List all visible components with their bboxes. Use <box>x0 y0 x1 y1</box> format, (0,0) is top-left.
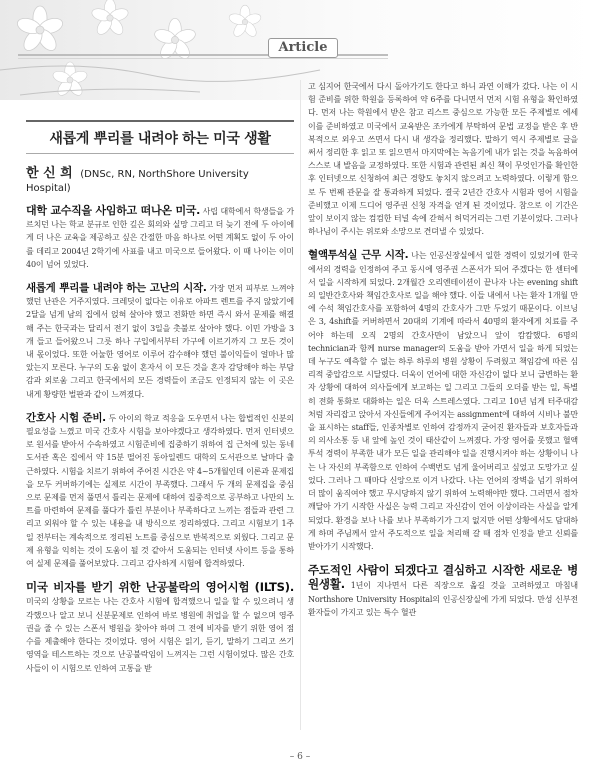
paragraph-lead: 간호사 시험 준비. <box>26 411 106 424</box>
paragraph <box>308 80 578 238</box>
paragraph-body: 사립 대학에서 학생들을 가르치던 나는 학교 분규로 인한 깊은 회의와 실망 그리고 더 늦기 전에 두 아이에게 더 나은 교육을 제공하고 싶은 간절한 마음 하나로 어떤 계획도 없이 두 아이를 데리고 2004년 2학기에 사표를 내고 미국으로 들어왔다. 이 때 나이는 이미 40이 넘어 있었다. <box>26 207 294 269</box>
header-rule-thin <box>18 58 388 59</box>
paragraph-body: 나는 인공신장실에서 일한 경력이 있었기에 한국에서의 경력을 인정하여 주고 동시에 영주권 스폰서가 되어 주겠다는 한 센터에서 일을 시작하게 되었다. 2개월간 오리엔테이션이 끝나자 나는 evening shift의 일반간호사와 책임간호사로 일을 해야 했다. 이들 내에서 나는 환자 1개월 만에 수석 책임간호사를 포함하여 4명의 간호사가 그만 두었기 때문이다. 이브닝은 3, 4shift를 커버하면서 20대의 기계에 따라서 40명의 환자에게 치료를 주어야 하는데 오직 2명의 간호사만이 남았으니 앞이 캄캄했다. 6명의 technician과 함께 nurse manager의 도움을 받아 가면서 일을 하게 되었는데 누구도 예측할 수 없는 하루 하루의 병원 상황이 두려웠고 책임감에 따른 심리적 중압감으로 시달렸다. 더욱이 언어에 대한 자신감이 없다 보니 급변하는 환자 상황에 대하여 의사들에게 보고하는 일 그리고 그들의 오더를 받는 일, 특별히 전화 통화로 대화하는 일은 더욱 스트레스였다. 그리고 10년 넘게 터주대감처럼 자리잡고 앉아서 자신들에게 주어지는 assignment에 대하여 시비나 불만을 표시하는 staff들, 인종차별로 인하여 감정까지 굳어진 환자들과 보호자들과의 의사소통 등 내 앞에 높인 것이 태산같이 느껴졌다. 가장 영어를 못했고 혈액투석 경력이 부족한 내가 모든 일을 관리해야 일을 진행시켜야 하는 상황이니 나는 나 자신의 부족함으로 인하여 수백번도 넘게 울어버리고 싶었고 도망가고 싶었다. 그러나 그 때마다 신앙으로 이겨 나갔다. 나는 언어의 장벽을 넘기 위하여 더 많이 움직여야 했고 무시당하지 않기 위하여 노력해야만 했다. 그러면서 점차 깨달아 가기 시작한 사실은 능력 그리고 자신감이 언어 이상이라는 사실을 알게 되었다. 환경을 보나 나를 보나 부족하기가 그지 없지만 어떤 상황에서도 담대하게 하며 주님께서 앞서 주도적으로 일을 처리해 갈 때 점차 인정을 받고 신뢰를 받아가기 시작했다. <box>308 251 578 551</box>
paragraph-body: 고 심지어 한국에서 다시 돌아가기도 한다고 하니 과연 이해가 갔다. 나는 이 시험 준비를 위한 학원을 등록하여 약 6주를 다니면서 먼저 시험 유형을 확인하였다. 먼저 나는 학원에서 받은 참고 리스트 중심으로 가능한 모든 주제별로 에세이를 준비하였고 미국에서 교육받은 조카에게 부탁하여 문법 교정을 받은 후 반복적으로 외우고 쓰면서 다시 내 생각을 정리했다. 말하기 역시 주제별로 글을 써서 정리한 후 읽고 또 읽으면서 마지막에는 녹음기에 내가 읽는 것을 녹음하여 스스로 내 발음을 교정하였다. 또한 시험과 관련된 최신 책이 무엇인가를 확인한 후 인터넷으로 신청하여 최근 경향도 놓치지 않으려고 노력하였다. 이렇게 함으로 두 번째 관문을 잘 통과하게 되었다. 결국 2년간 간호사 시험과 영어 시험을 준비했고 이제 드디어 영주권 신청 자격을 얻게 된 것이었다. 참으로 이 기간은 앞이 보이지 않는 컴컴한 터널 속에 갇혀서 허덕거리는 그런 기분이었다. 그러나 하나님이 주시는 위로와 소망으로 견뎌낼 수 있었다. <box>308 82 578 237</box>
paragraph <box>308 564 578 619</box>
paragraph <box>26 581 294 674</box>
paragraph-lead: 대학 교수직을 사임하고 떠나온 미국. <box>26 204 200 217</box>
author-name: 한 신 희 <box>26 166 73 181</box>
left-column <box>26 118 294 686</box>
paragraph-body: 가장 먼저 피부로 느껴야 했던 난관은 거주지였다. 크레딧이 없다는 이유로 아파트 렌트를 주지 않았기에 2달을 넘게 남의 집에서 얹혀 살아야 했고 전화만 하면 즉시 와서 문제를 해결해 주는 한국과는 달리서 전기 없이 3일을 촛불로 살아야 했다. 이민 가방을 3개 들고 들어왔으니 그릇 하나 구입에서부터 가구에 이르기까지 그 모든 것이 내 몫이었다. 또한 어눌한 영어로 이루어 감수해야 했던 불이익들이 얼마나 많았는지 모른다. 누구의 도움 없이 혼자서 이 모든 것을 혼자 감당해야 하는 부담감과 외로움 그리고 한국에서의 모든 경력들이 조금도 인정되지 않는 이 곳은 내게 황량한 벌판과 같이 느껴졌다. <box>26 284 294 399</box>
paragraph <box>26 412 294 570</box>
paragraph <box>26 282 294 401</box>
paragraph-lead: 혈액투석실 근무 시작. <box>308 249 409 262</box>
paragraph-body: 미국의 상황을 모르는 나는 간호사 시험에 합격했으니 일을 할 수 있으려니 생각했으나 알고 보니 신분문제로 인하여 바로 병원에 취업을 할 수 없으며 영주권을 줄 수 있는 스폰서 병원을 찾아야 하며 그 전에 비자를 받기 위한 영어 점수를 제출해야 한다는 것이었다. 영어 시험은 읽기, 듣기, 말하기 그리고 쓰기 영역을 테스트하는 것으로 난공불락임이 느껴지는 그런 시험이었다. 많은 간호사들이 이 시험으로 인하여 고통을 받 <box>26 597 294 673</box>
page-number: – 6 – <box>289 752 311 762</box>
paragraph-lead: 새롭게 뿌리를 내려야 하는 고난의 시작. <box>26 282 207 295</box>
paragraph-lead: 미국 비자를 받기 위한 난공불락의 영어시험 (ILTS). <box>26 580 294 595</box>
paragraph <box>26 204 294 271</box>
author-credentials: (DNSc, RN, NorthShore University Hospital) <box>26 169 249 194</box>
article-title: 새롭게 뿌리를 내려야 하는 미국 생활 <box>49 131 271 147</box>
paragraph <box>308 249 578 553</box>
section-tag: Article <box>268 38 338 58</box>
paragraph-body: 두 아이의 학교 적응을 도우면서 나는 합법적인 신분의 필요성을 느꼈고 미국 간호사 시험을 보아야겠다고 생각하였다. 먼저 인터넷으로 원서를 받아서 수속하였고 시험준비에 집중하기 위하여 집 근처에 있는 동네 도서관 혹은 집에서 약 15분 떨어진 동아일렌드 대학의 도서관으로 날마다 출근하였다. 시험을 치르기 위하여 주어진 시간은 약 4~5개월인데 이론과 문제집을 모두 커버하기에는 실제로 시간이 부족했다. 그래서 두 개의 문제집을 중심으로 문제를 먼저 풀면서 틀리는 문제에 대하여 집중적으로 공부하고 나만의 노트를 마련하여 문제를 풀다가 틀린 부분이나 부족하다고 느끼는 점들과 관련 그리고 외워야 할 수 있는 내용을 내 방식으로 정리하였다. 그리고 시험보기 1주일 전부터는 계속적으로 정리된 노트를 중심으로 반복적으로 외웠다. 그리고 문제 유형을 익히는 것이 도움이 될 것 같아서 도움되는 인터넷 사이트 등을 통하여 실제 문제를 풀어보았다. 그리고 감사하게 시험에 합격하였다. <box>26 413 294 569</box>
author-line <box>26 162 294 194</box>
paragraph-body: 1년이 지나면서 다른 직장으로 옮길 것을 고려하였고 마침내 Northshore University Hospital의 인공신장실에 가게 되었다. 만성 신부전 환자들이 가지고 있는 특수 혈관 <box>308 581 578 617</box>
paragraph-lead: 주도적인 사람이 되겠다고 결심하고 시작한 새로운 병원생활. <box>308 563 578 592</box>
article-title-box <box>26 120 294 154</box>
right-column <box>308 80 578 630</box>
column-divider <box>300 80 301 730</box>
